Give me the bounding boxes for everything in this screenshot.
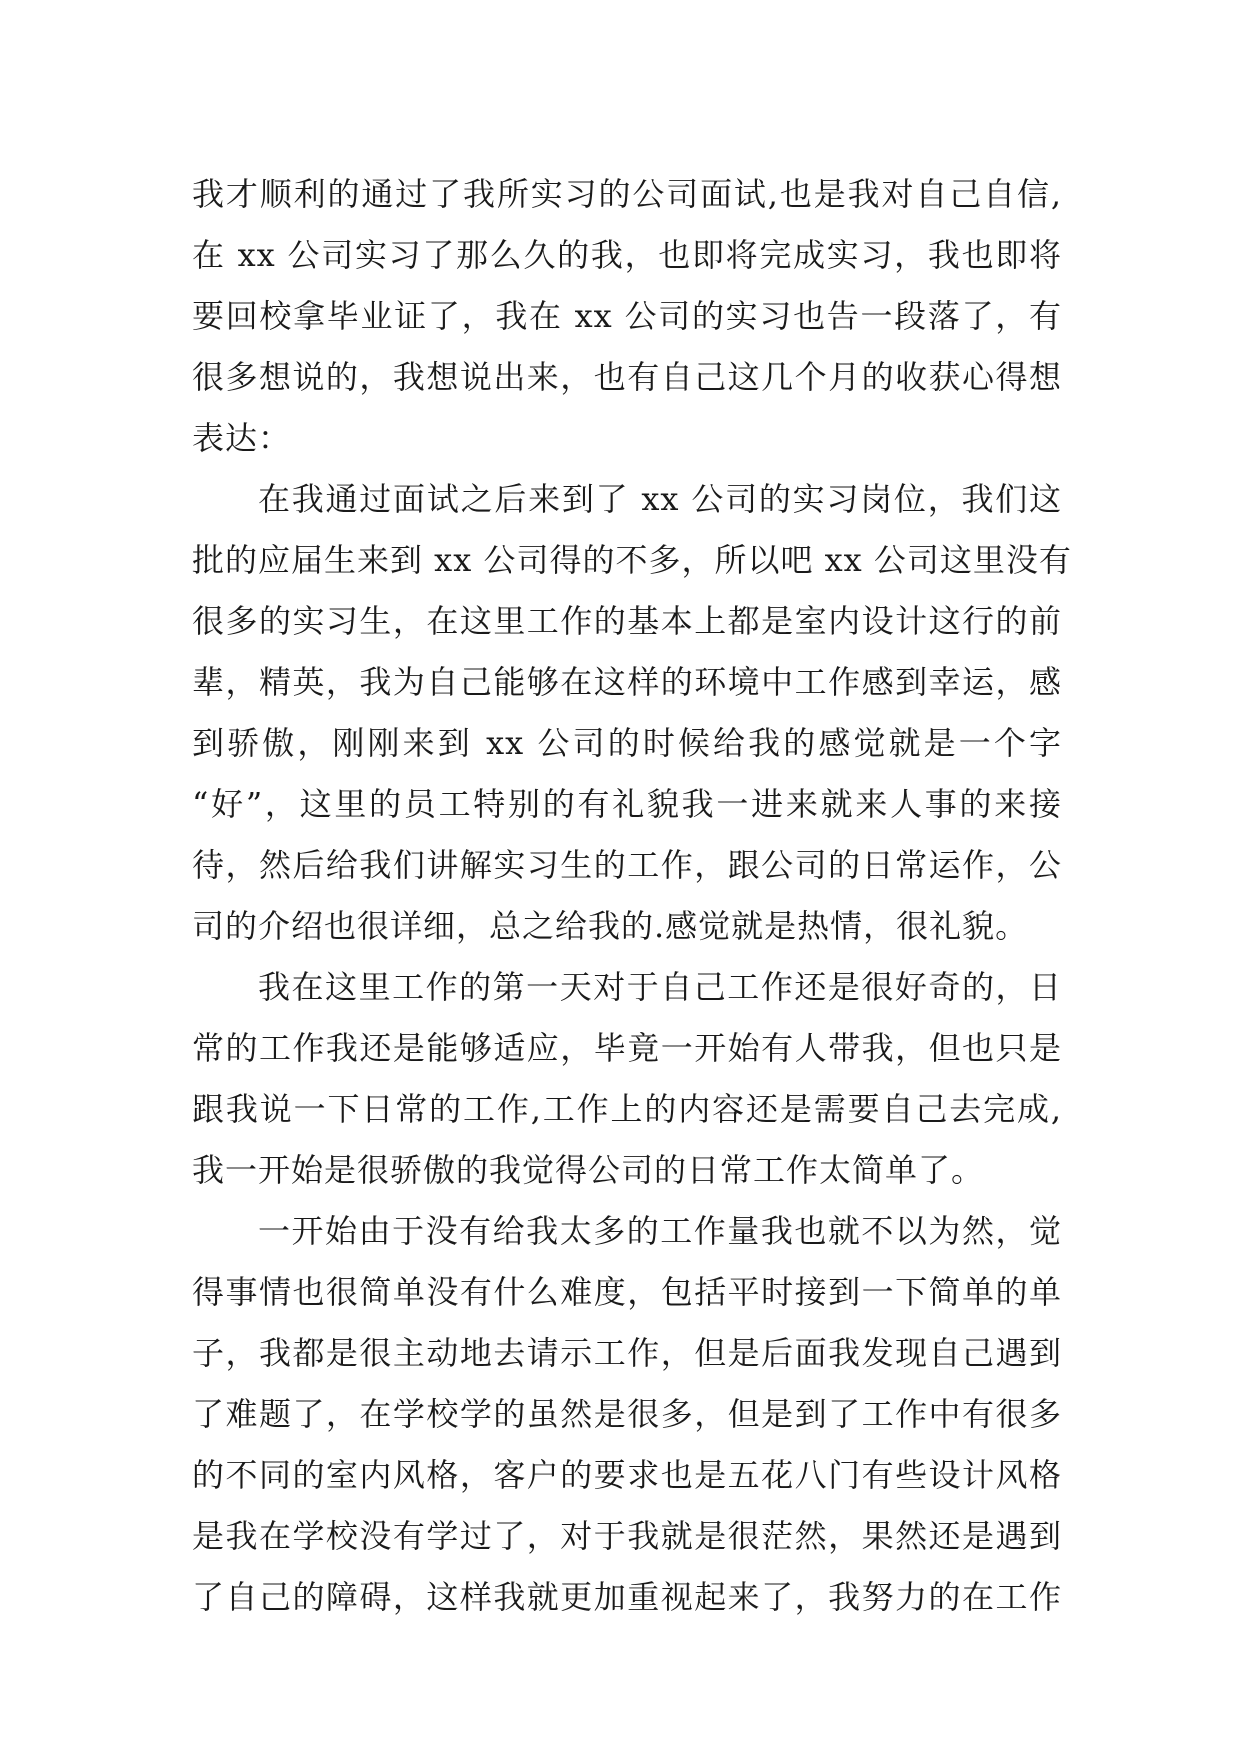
text-line: 辈，精英，我为自己能够在这样的环境中工作感到幸运，感 — [192, 663, 1062, 701]
paragraph — [192, 957, 1062, 1201]
paragraph — [192, 164, 1062, 469]
text-line: 我才顺利的通过了我所实习的公司面试,也是我对自己自信, — [192, 175, 1062, 213]
text-line: 待，然后给我们讲解实习生的工作，跟公司的日常运作，公 — [192, 846, 1062, 884]
text-line: 很多的实习生，在这里工作的基本上都是室内设计这行的前 — [192, 602, 1062, 640]
text-line: “好”，这里的员工特别的有礼貌我一进来就来人事的来接 — [192, 785, 1062, 823]
text-line: 我在这里工作的第一天对于自己工作还是很好奇的，日 — [258, 968, 1062, 1006]
document-body — [192, 164, 1072, 1628]
text-line: 常的工作我还是能够适应，毕竟一开始有人带我，但也只是 — [192, 1029, 1062, 1067]
text-line: 在我通过面试之后来到了 xx 公司的实习岗位，我们这 — [258, 480, 1062, 518]
paragraph — [192, 1201, 1062, 1628]
text-line: 了难题了，在学校学的虽然是很多，但是到了工作中有很多 — [192, 1395, 1062, 1433]
paragraph — [192, 469, 1072, 957]
text-line: 我一开始是很骄傲的我觉得公司的日常工作太简单了。 — [192, 1151, 985, 1189]
text-line: 子，我都是很主动地去请示工作，但是后面我发现自己遇到 — [192, 1334, 1062, 1372]
text-line: 表达： — [192, 419, 292, 457]
text-line: 跟我说一下日常的工作,工作上的内容还是需要自己去完成, — [192, 1090, 1062, 1128]
text-line: 的不同的室内风格，客户的要求也是五花八门有些设计风格 — [192, 1456, 1062, 1494]
text-line: 得事情也很简单没有什么难度，包括平时接到一下简单的单 — [192, 1273, 1062, 1311]
text-line: 一开始由于没有给我太多的工作量我也就不以为然，觉 — [258, 1212, 1062, 1250]
text-line: 在 xx 公司实习了那么久的我，也即将完成实习，我也即将 — [192, 236, 1062, 274]
text-line: 到骄傲，刚刚来到 xx 公司的时候给我的感觉就是一个字 — [192, 724, 1062, 762]
text-line: 是我在学校没有学过了，对于我就是很茫然，果然还是遇到 — [192, 1517, 1062, 1555]
text-line: 司的介绍也很详细，总之给我的.感觉就是热情，很礼貌。 — [192, 907, 1029, 945]
text-line: 了自己的障碍，这样我就更加重视起来了，我努力的在工作 — [192, 1578, 1062, 1616]
text-line: 要回校拿毕业证了，我在 xx 公司的实习也告一段落了，有 — [192, 297, 1062, 335]
text-line: 很多想说的，我想说出来，也有自己这几个月的收获心得想 — [192, 358, 1062, 396]
text-line: 批的应届生来到 xx 公司得的不多，所以吧 xx 公司这里没有 — [192, 541, 1072, 579]
